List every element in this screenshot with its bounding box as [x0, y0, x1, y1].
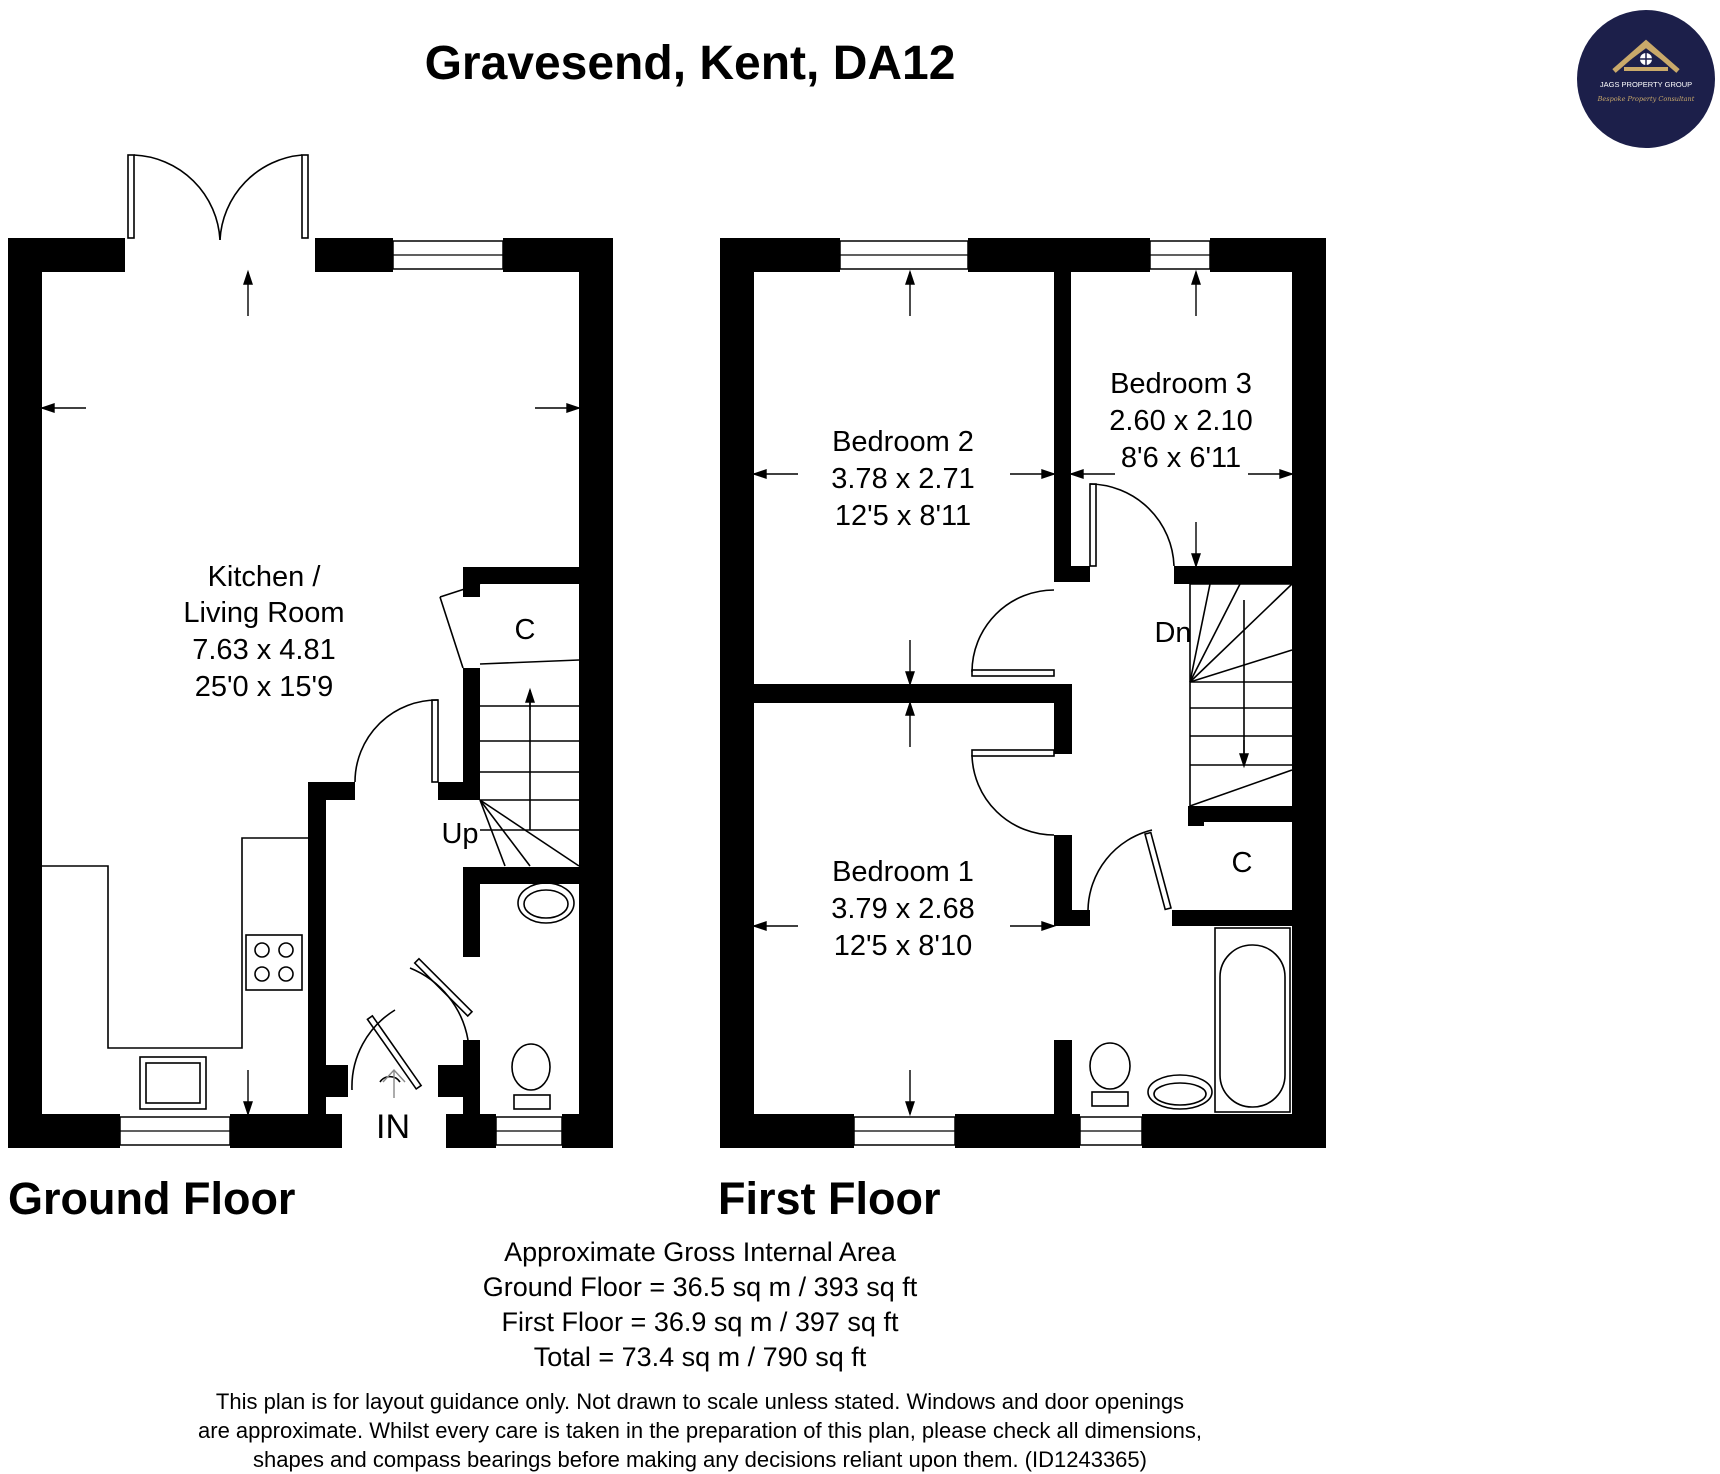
bedroom1-imperial: 12'5 x 8'10: [833, 930, 973, 962]
ground-wc-fixtures: [512, 883, 574, 1109]
ground-stair-label: Up: [441, 818, 479, 850]
entrance-arrow-icon: [383, 1070, 405, 1098]
bedroom2-name: Bedroom 2: [832, 426, 974, 458]
first-cupboard-label: C: [1231, 847, 1253, 879]
french-doors: [128, 155, 308, 240]
kitchen-name-line2: Living Room: [183, 597, 345, 629]
disclaimer-line: shapes and compass bearings before making any decisions reliant upon them. (ID1243365): [253, 1447, 1147, 1472]
area-total: Total = 73.4 sq m / 790 sq ft: [533, 1342, 867, 1372]
area-summary: [0, 1235, 1400, 1375]
disclaimer: [0, 1387, 1400, 1474]
area-first: First Floor = 36.9 sq m / 397 sq ft: [501, 1307, 899, 1337]
bedroom3-imperial: 8'6 x 6'11: [1120, 442, 1242, 474]
ground-cupboard-label: C: [514, 614, 536, 646]
kitchen-metric: 7.63 x 4.81: [192, 634, 336, 666]
kitchen-name-line1: Kitchen /: [207, 561, 321, 593]
bedroom3-name: Bedroom 3: [1110, 368, 1252, 400]
disclaimer-line: are approximate. Whilst every care is taken in the preparation of this plan, please check all dimensions,: [198, 1418, 1202, 1443]
bedroom2-metric: 3.78 x 2.71: [831, 463, 975, 495]
disclaimer-line: This plan is for layout guidance only. Not drawn to scale unless stated. Windows and door openings: [215, 1389, 1185, 1414]
page-title: Gravesend, Kent, DA12: [424, 37, 956, 90]
first-floor-label: First Floor: [718, 1173, 941, 1224]
bedroom1-metric: 3.79 x 2.68: [831, 893, 975, 925]
logo-name: JAGS PROPERTY GROUP: [1599, 80, 1693, 89]
bedroom3-metric: 2.60 x 2.10: [1109, 405, 1253, 437]
area-ground: Ground Floor = 36.5 sq m / 393 sq ft: [482, 1272, 918, 1302]
entrance-label: IN: [376, 1108, 410, 1146]
bedroom2-imperial: 12'5 x 8'11: [834, 500, 972, 532]
area-heading: Approximate Gross Internal Area: [504, 1237, 896, 1267]
kitchen-units: [42, 838, 308, 1109]
ground-floor-label: Ground Floor: [8, 1173, 296, 1224]
bedroom1-name: Bedroom 1: [832, 856, 974, 888]
kitchen-imperial: 25'0 x 15'9: [194, 671, 334, 703]
bathroom-fixtures: [1090, 928, 1290, 1112]
logo-tagline: Bespoke Property Consultant: [1597, 95, 1695, 103]
first-stair-label: Dn: [1154, 617, 1192, 649]
staircase-first: [1190, 584, 1292, 806]
